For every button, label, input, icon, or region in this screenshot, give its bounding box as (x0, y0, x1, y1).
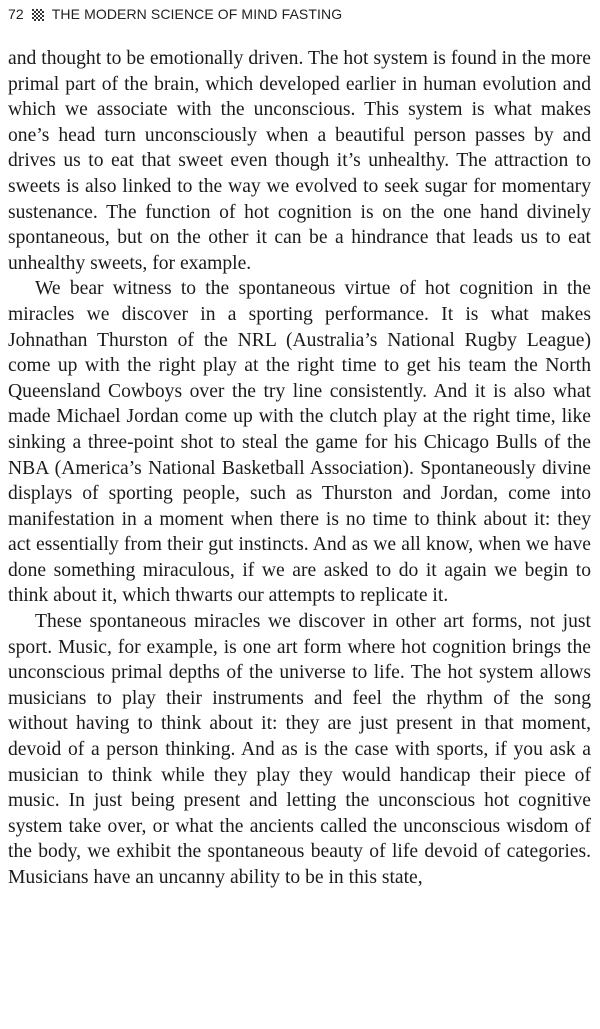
page-body (8, 46, 591, 891)
paragraph: We bear witness to the spontaneous virtue of hot cognition in the miracles we discover in a sporting performance. It is what makes Johnathan Thurston of the NRL (Australia’s National Rugby League) come up with the right play at the right time to get his team the North Queensland Cowboys over the try line consistently. And it is also what made Michael Jordan come up with the clutch play at the right time, like sinking a three-point shot to steal the game for his Chicago Bulls of the NBA (America’s National Basketball Association). Spontaneously divine displays of sporting people, such as Thurston and Jordan, come into manifestation in a moment when there is no time to think about it: they act essentially from their gut instincts. And as we all know, when we have done something miraculous, if we are asked to do it again we begin to think about it, which thwarts our attempts to replicate it. (8, 278, 591, 607)
running-header (8, 4, 592, 24)
diamond-grid-icon (32, 8, 44, 20)
page-number: 72 (8, 6, 24, 22)
running-title: THE MODERN SCIENCE OF MIND FASTING (51, 6, 343, 22)
paragraph: These spontaneous miracles we discover in other art forms, not just sport. Music, for example, is one art form where hot cognition brings the unconscious primal depths of the universe to life. The hot system allows musicians to play their instruments and feel the rhythm of the song without having to think about it: they are just present in that moment, devoid of a person thinking. And as is the case with sports, if you ask a musician to think while they play they would handicap their piece of music. In just being present and letting the unconscious hot cognitive system take over, or what the ancients called the unconscious wisdom of the body, we exhibit the spontaneous beauty of life devoid of categories. Musicians have an uncanny ability to be in this state, (8, 611, 591, 888)
paragraph-continued: and thought to be emotionally driven. The hot system is found in the more primal part of the brain, which developed earlier in human evolution and which we associate with the unconscious. This system is what makes one’s head turn unconsciously when a beautiful person passes by and drives us to eat that sweet even though it’s unhealthy. The attraction to sweets is also linked to the way we evolved to seek sugar for momentary sustenance. The function of hot cognition is on the one hand divinely spontaneous, but on the other it can be a hindrance that leads us to eat unhealthy sweets, for example. (8, 48, 591, 274)
